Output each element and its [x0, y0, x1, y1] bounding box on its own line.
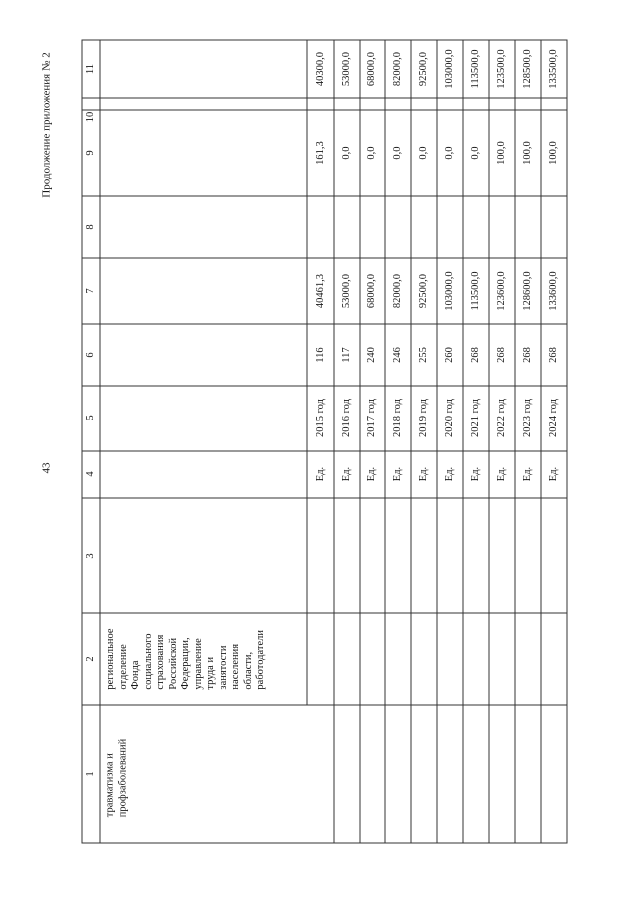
cell-col11: 68000,0 — [365, 51, 377, 87]
cell-col9: 0,0 — [443, 146, 455, 160]
cell-year: 2024 год — [547, 399, 559, 437]
cell-col7: 128600,0 — [521, 271, 533, 311]
cell-col9: 0,0 — [391, 146, 403, 160]
cell-col9: 100,0 — [521, 141, 533, 165]
cell-col6: 255 — [417, 347, 429, 363]
cell-year: 2021 год — [469, 399, 481, 437]
cell-unit: Ед. — [391, 466, 403, 482]
header-col-2: 2 — [84, 656, 96, 662]
row-label-col2: региональное отделение Фонда социального страхования Российской Федерации, управление труда и занятости населения области, работодатели — [104, 628, 266, 690]
header-col-8: 8 — [84, 224, 96, 230]
cell-col11: 92500,0 — [417, 51, 429, 87]
cell-col6: 240 — [365, 347, 377, 363]
cell-col7: 53000,0 — [340, 273, 352, 309]
cell-col9: 100,0 — [495, 141, 507, 165]
cell-col9: 100,0 — [547, 141, 559, 165]
cell-col9: 161,3 — [314, 141, 326, 165]
header-col-6: 6 — [84, 352, 96, 358]
cell-col7: 113500,0 — [469, 271, 481, 311]
cell-year: 2018 год — [391, 399, 403, 437]
cell-col7: 82000,0 — [391, 273, 403, 309]
cell-col6: 268 — [521, 347, 533, 363]
header-col-11: 11 — [84, 63, 96, 75]
cell-col11: 82000,0 — [391, 51, 403, 87]
cell-col7: 40461,3 — [314, 273, 326, 309]
cell-col6: 268 — [547, 347, 559, 363]
row-label-col1: травматизма и профзаболеваний — [104, 738, 128, 818]
cell-unit: Ед. — [365, 466, 377, 482]
cell-unit: Ед. — [417, 466, 429, 482]
cell-col11: 133500,0 — [547, 49, 559, 89]
cell-col11: 123500,0 — [495, 49, 507, 89]
header-col-3: 3 — [84, 553, 96, 559]
cell-col6: 117 — [340, 347, 352, 363]
cell-unit: Ед. — [314, 466, 326, 482]
cell-unit: Ед. — [469, 466, 481, 482]
cell-col11: 113500,0 — [469, 49, 481, 89]
cell-col11: 128500,0 — [521, 49, 533, 89]
cell-col7: 68000,0 — [365, 273, 377, 309]
cell-unit: Ед. — [495, 466, 507, 482]
cell-unit: Ед. — [340, 466, 352, 482]
cell-col11: 40300,0 — [314, 51, 326, 87]
cell-year: 2023 год — [521, 399, 533, 437]
cell-col11: 53000,0 — [340, 51, 352, 87]
cell-year: 2019 год — [417, 399, 429, 437]
cell-col9: 0,0 — [469, 146, 481, 160]
cell-col6: 268 — [469, 347, 481, 363]
cell-col7: 103000,0 — [443, 271, 455, 311]
cell-col6: 116 — [314, 347, 326, 363]
header-col-1: 1 — [84, 771, 96, 777]
header-col-5: 5 — [84, 415, 96, 421]
header-col-7: 7 — [84, 288, 96, 294]
header-col-10: 10 — [84, 111, 96, 123]
cell-year: 2022 год — [495, 399, 507, 437]
cell-col6: 268 — [495, 347, 507, 363]
cell-unit: Ед. — [443, 466, 455, 482]
cell-col6: 246 — [391, 347, 403, 363]
header-col-9: 9 — [84, 150, 96, 156]
appendix-note: Продолжение приложения № 2 — [40, 52, 53, 198]
cell-col7: 133600,0 — [547, 271, 559, 311]
cell-col7: 123600,0 — [495, 271, 507, 311]
cell-col6: 260 — [443, 347, 455, 363]
cell-year: 2017 год — [365, 399, 377, 437]
cell-year: 2016 год — [340, 399, 352, 437]
cell-col9: 0,0 — [417, 146, 429, 160]
header-col-4: 4 — [84, 471, 96, 477]
cell-year: 2020 год — [443, 399, 455, 437]
cell-unit: Ед. — [547, 466, 559, 482]
cell-unit: Ед. — [521, 466, 533, 482]
cell-col11: 103000,0 — [443, 49, 455, 89]
page-number: 43 — [40, 462, 53, 474]
cell-col9: 0,0 — [365, 146, 377, 160]
cell-col9: 0,0 — [340, 146, 352, 160]
cell-year: 2015 год — [314, 399, 326, 437]
cell-col7: 92500,0 — [417, 273, 429, 309]
